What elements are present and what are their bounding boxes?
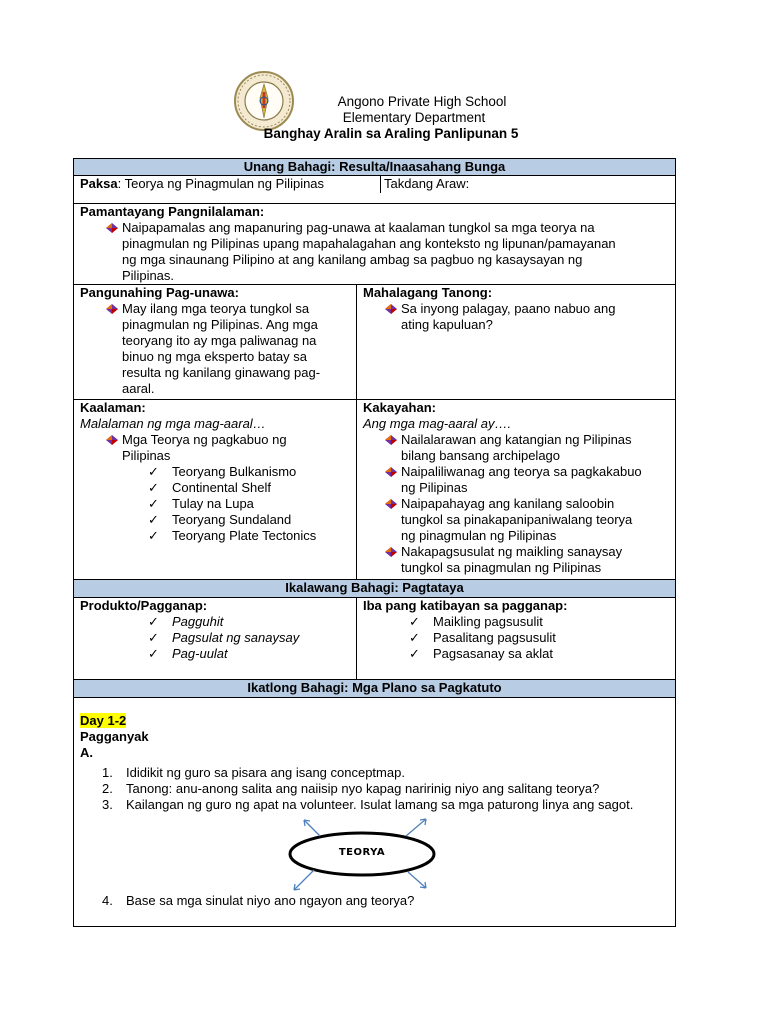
arrow-bullet-icon <box>383 544 401 560</box>
kaalaman-check-item <box>148 480 350 496</box>
part1-heading: Unang Bahagi: Resulta/Inaasahang Bunga <box>74 159 675 176</box>
produkto-item <box>148 630 350 646</box>
pag-unawa-line: teoryang ito ay mga paliwanag na <box>122 333 317 348</box>
kaalaman-row <box>74 400 675 580</box>
step-text: Tanong: anu-anong salita ang naiisip nyo kapag naririnig niyo ang salitang teorya? <box>126 781 600 796</box>
step-text: Ididikit ng guro sa pisara ang isang conceptmap. <box>126 765 405 780</box>
iba-item <box>409 614 669 630</box>
step-number: 1. <box>102 765 113 780</box>
kakayahan-line: Naipaliliwanag ang teorya sa pagkakabuo <box>401 464 642 479</box>
arrow-bullet-icon <box>104 432 122 448</box>
checkmark-icon: ✓ <box>409 614 420 629</box>
paksa-value: : Teorya ng Pinagmulan ng Pilipinas <box>117 176 325 191</box>
kakayahan-line: ng Pilipinas <box>401 480 468 495</box>
step-item <box>102 893 414 909</box>
arrow-bullet-icon <box>383 432 401 448</box>
iba-item <box>409 646 669 662</box>
checkmark-icon: ✓ <box>148 614 159 629</box>
iba-label: Iba pang katibayan sa pagganap: <box>363 598 568 613</box>
produkto-text: Pagguhit <box>172 614 224 629</box>
department-name: Elementary Department <box>342 110 486 125</box>
kakayahan-line: tungkol sa pinakapanipaniwalang teorya <box>401 512 633 527</box>
kakayahan-item <box>383 496 669 544</box>
kakayahan-item <box>383 432 669 464</box>
checkmark-icon: ✓ <box>148 512 159 527</box>
check-text: Teoryang Plate Tectonics <box>172 528 317 543</box>
school-name: Angono Private High School <box>337 94 507 109</box>
kaalaman-label: Kaalaman: <box>80 400 146 415</box>
pagganyak-label: Pagganyak <box>80 729 149 744</box>
pag-unawa-row <box>74 285 675 400</box>
pamantayan-line: Pilipinas. <box>122 268 175 283</box>
paksa-label: Paksa <box>80 176 118 191</box>
pag-unawa-line: aaral. <box>122 381 155 396</box>
kaalaman-check-item <box>148 464 350 480</box>
tanong-line: Sa inyong palagay, paano nabuo ang <box>401 301 616 316</box>
pamantayan-item <box>80 220 669 284</box>
kakayahan-line: tungkol sa pinagmulan ng Pilipinas <box>401 560 602 575</box>
pamantayan-line: pinagmulan ng Pilipinas upang mapahalagahan ang konteksto ng lipunan/pamayanan <box>122 236 616 251</box>
arrow-bullet-icon <box>383 301 401 317</box>
arrow-bullet-icon <box>383 464 401 480</box>
pag-unawa-line: pinagmulan ng Pilipinas. Ang mga <box>122 317 318 332</box>
paksa-cell <box>74 176 381 203</box>
produkto-item <box>148 614 350 630</box>
tanong-line: ating kapuluan? <box>401 317 493 332</box>
iba-text: Pasalitang pagsusulit <box>433 630 556 645</box>
step-item <box>102 781 633 797</box>
checkmark-icon: ✓ <box>148 646 159 661</box>
produkto-text: Pag-uulat <box>172 646 228 661</box>
kaalaman-check-item <box>148 496 350 512</box>
concept-word: TEORYA <box>338 847 386 858</box>
kaalaman-check-item <box>148 528 350 544</box>
check-text: Tulay na Lupa <box>172 496 254 511</box>
pamantayan-label: Pamantayang Pangnilalaman: <box>80 204 265 219</box>
part3-heading: Ikatlong Bahagi: Mga Plano sa Pagkatuto <box>74 680 675 698</box>
checkmark-icon: ✓ <box>148 630 159 645</box>
part2-heading: Ikalawang Bahagi: Pagtataya <box>74 580 675 598</box>
produkto-text: Pagsulat ng sanaysay <box>172 630 300 645</box>
pamantayan-line: Naipapamalas ang mapanuring pag-unawa at kaalaman tungkol sa mga teorya na <box>122 220 595 235</box>
checkmark-icon: ✓ <box>148 464 159 479</box>
paksa-row <box>74 176 675 204</box>
arrow-bullet-icon <box>383 496 401 512</box>
pag-unawa-line: resulta ng kanilang ginawang pag- <box>122 365 321 380</box>
checkmark-icon: ✓ <box>409 630 420 645</box>
arrow-bullet-icon <box>104 220 122 236</box>
produkto-label: Produkto/Pagganap: <box>80 598 208 613</box>
kakayahan-line: ng pinagmulan ng Pilipinas <box>401 528 557 543</box>
pag-unawa-line: May ilang mga teorya tungkol sa <box>122 301 310 316</box>
tanong-item <box>363 301 669 333</box>
arrow-bullet-icon <box>104 301 122 317</box>
lesson-plan-table <box>73 158 676 927</box>
iba-text: Maikling pagsusulit <box>433 614 543 629</box>
pamantayan-row <box>74 204 675 285</box>
section-letter: A. <box>80 745 93 760</box>
kaalaman-bullet <box>80 432 350 464</box>
checkmark-icon: ✓ <box>409 646 420 661</box>
kaalaman-check-item <box>148 512 350 528</box>
step-text: Kailangan ng guro ng apat na volunteer. Isulat lamang sa mga paturong linya ang sagot. <box>126 797 634 812</box>
pag-unawa-label: Pangunahing Pag-unawa: <box>80 285 239 300</box>
step-number: 4. <box>102 893 113 908</box>
kakayahan-line: bilang bansang archipelago <box>401 448 561 463</box>
pamantayan-line: ng mga sinaunang Pilipino at ang kanilang ambag sa pagbuo ng kasaysayan ng <box>122 252 583 267</box>
pag-unawa-line: binuo ng mga eksperto batay sa <box>122 349 308 364</box>
day-label: Day 1-2 <box>80 713 127 728</box>
checkmark-icon: ✓ <box>148 480 159 495</box>
kakayahan-item <box>383 464 669 496</box>
takdang-araw-cell: Takdang Araw: <box>384 176 470 191</box>
lesson-plan-title: Banghay Aralin sa Araling Panlipunan 5 <box>263 126 519 141</box>
checkmark-icon: ✓ <box>148 528 159 543</box>
plano-content <box>74 698 675 926</box>
kaalaman-bullet-line: Pilipinas <box>122 448 171 463</box>
kaalaman-bullet-line: Mga Teorya ng pagkabuo ng <box>122 432 287 447</box>
step-item <box>102 765 633 781</box>
pag-unawa-item <box>80 301 350 397</box>
iba-item <box>409 630 669 646</box>
document-header <box>0 70 768 140</box>
tanong-label: Mahalagang Tanong: <box>363 285 493 300</box>
kakayahan-line: Naipapahayag ang kanilang saloobin <box>401 496 615 511</box>
check-text: Continental Shelf <box>172 480 272 495</box>
kakayahan-intro: Ang mga mag-aaral ay…. <box>363 416 512 431</box>
step-text: Base sa mga sinulat niyo ano ngayon ang teorya? <box>126 893 415 908</box>
check-text: Teoryang Bulkanismo <box>172 464 297 479</box>
step-number: 2. <box>102 781 113 796</box>
kakayahan-line: Nakapagsusulat ng maikling sanaysay <box>401 544 623 559</box>
pagtataya-row <box>74 598 675 680</box>
checkmark-icon: ✓ <box>148 496 159 511</box>
kakayahan-item <box>383 544 669 576</box>
kakayahan-line: Nailalarawan ang katangian ng Pilipinas <box>401 432 632 447</box>
check-text: Teoryang Sundaland <box>172 512 292 527</box>
produkto-item <box>148 646 350 662</box>
kakayahan-label: Kakayahan: <box>363 400 436 415</box>
step-item <box>102 797 633 813</box>
iba-text: Pagsasanay sa aklat <box>433 646 553 661</box>
step-number: 3. <box>102 797 113 812</box>
kaalaman-intro: Malalaman ng mga mag-aaral… <box>80 416 266 431</box>
